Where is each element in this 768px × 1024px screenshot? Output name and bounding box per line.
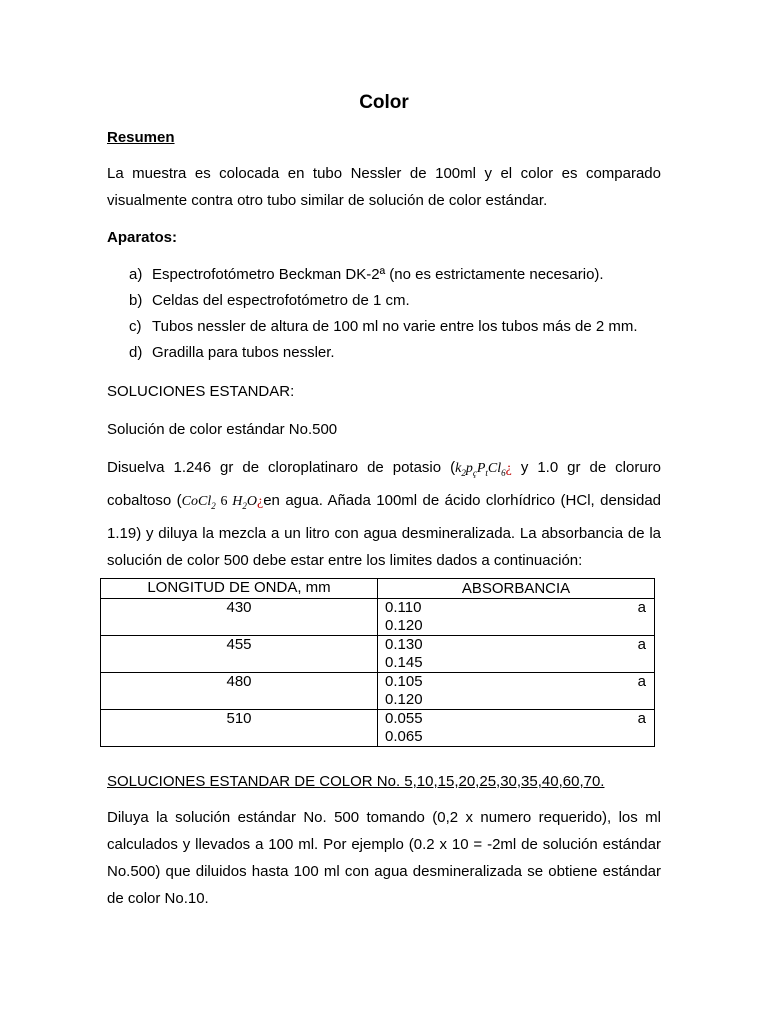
absorbance-high: 0.120 bbox=[385, 691, 423, 708]
column-header-wavelength: LONGITUD DE ONDA, mm bbox=[101, 579, 378, 599]
formula-coefficient: 6 bbox=[220, 493, 228, 509]
aparatos-heading: Aparatos: bbox=[107, 229, 178, 246]
table-row bbox=[101, 599, 655, 636]
absorbance-cell bbox=[378, 636, 655, 673]
formula-symbol: H bbox=[232, 493, 243, 509]
page-title: Color bbox=[359, 92, 409, 113]
formula-cobalt-chloride bbox=[182, 494, 264, 509]
diluya-paragraph: Diluya la solución estándar No. 500 tomando (0,2 x numero requerido), los ml calculados y llevados a 100 ml. Por ejemplo (0.2 x 10 = -2ml de solución estándar No.500) que diluidos hasta 100 ml con agua desmineralizada se obtiene estándar de color No.10. bbox=[107, 809, 661, 907]
formula-error-mark: ¿ bbox=[257, 493, 264, 509]
range-separator: a bbox=[637, 710, 646, 727]
list-item bbox=[129, 262, 669, 288]
formula-subscript: 2 bbox=[461, 467, 466, 478]
list-marker: c) bbox=[129, 318, 142, 335]
wavelength-cell: 510 bbox=[101, 710, 378, 747]
absorbance-cell bbox=[378, 599, 655, 636]
aparatos-list bbox=[129, 262, 669, 366]
formula-subscript: 2 bbox=[242, 500, 247, 511]
range-separator: a bbox=[637, 673, 646, 690]
absorbance-low: 0.105 bbox=[385, 673, 423, 690]
formula-symbol: CoCl bbox=[181, 493, 212, 509]
list-item bbox=[129, 340, 669, 366]
table-row bbox=[101, 673, 655, 710]
list-item-text: Espectrofotómetro Beckman DK-2ª (no es estrictamente necesario). bbox=[152, 266, 604, 283]
disuelva-part2: y 1.0 gr de cloruro cobaltoso ( bbox=[107, 459, 661, 509]
absorbance-table bbox=[100, 578, 655, 747]
resumen-text: La muestra es colocada en tubo Nessler de 100ml y el color es comparado visualmente contra otro tubo similar de solución de color estándar. bbox=[107, 165, 661, 209]
formula-symbol: P bbox=[476, 461, 486, 476]
formula-subscript: 6 bbox=[501, 467, 506, 478]
absorbance-low: 0.110 bbox=[385, 599, 422, 616]
wavelength-cell: 480 bbox=[101, 673, 378, 710]
table-header-row bbox=[101, 579, 655, 599]
list-marker: a) bbox=[129, 266, 143, 283]
absorbance-high: 0.120 bbox=[385, 617, 423, 634]
solucion-500-heading: Solución de color estándar No.500 bbox=[107, 421, 338, 438]
soluciones-color-heading: SOLUCIONES ESTANDAR DE COLOR No. 5,10,15,20,25,30,35,40,60,70. bbox=[107, 773, 605, 790]
resumen-heading: Resumen bbox=[107, 129, 175, 146]
disuelva-paragraph bbox=[107, 454, 661, 574]
formula-subscript: ç bbox=[472, 467, 477, 478]
absorbance-high: 0.145 bbox=[385, 654, 423, 671]
formula-potassium-chloroplatinate bbox=[455, 461, 512, 476]
absorbance-cell bbox=[378, 673, 655, 710]
wavelength-cell: 430 bbox=[101, 599, 378, 636]
list-item-text: Tubos nessler de altura de 100 ml no varie entre los tubos más de 2 mm. bbox=[152, 318, 638, 335]
list-item-text: Gradilla para tubos nessler. bbox=[152, 344, 335, 361]
absorbance-low: 0.055 bbox=[385, 710, 423, 727]
list-marker: d) bbox=[129, 344, 143, 361]
list-marker: b) bbox=[129, 292, 143, 309]
formula-symbol: O bbox=[246, 493, 257, 509]
absorbance-low: 0.130 bbox=[385, 636, 423, 653]
formula-subscript: 2 bbox=[211, 500, 216, 511]
formula-symbol: k bbox=[455, 461, 462, 476]
column-header-absorbance: ABSORBANCIA bbox=[378, 579, 655, 599]
list-item bbox=[129, 288, 669, 314]
formula-error-mark: ¿ bbox=[505, 461, 512, 476]
absorbance-cell bbox=[378, 710, 655, 747]
absorbance-high: 0.065 bbox=[385, 728, 423, 745]
formula-subscript: t bbox=[485, 467, 488, 478]
range-separator: a bbox=[637, 599, 646, 616]
formula-symbol: p bbox=[465, 461, 473, 476]
soluciones-heading: SOLUCIONES ESTANDAR: bbox=[107, 383, 295, 400]
formula-symbol: Cl bbox=[487, 461, 502, 476]
disuelva-part3: en agua. Añada 100ml de ácido clorhídrico (HCl, densidad 1.19) y diluya la mezcla a un litro con agua desmineralizada. La absorbancia de la solución de color 500 debe estar entre los limites dados a continuación: bbox=[107, 491, 662, 569]
list-item-text: Celdas del espectrofotómetro de 1 cm. bbox=[152, 292, 410, 309]
wavelength-cell: 455 bbox=[101, 636, 378, 673]
list-item bbox=[129, 314, 669, 340]
disuelva-part1: Disuelva 1.246 gr de cloroplatinaro de potasio ( bbox=[107, 459, 456, 476]
table-row bbox=[101, 710, 655, 747]
range-separator: a bbox=[637, 636, 646, 653]
table-row bbox=[101, 636, 655, 673]
